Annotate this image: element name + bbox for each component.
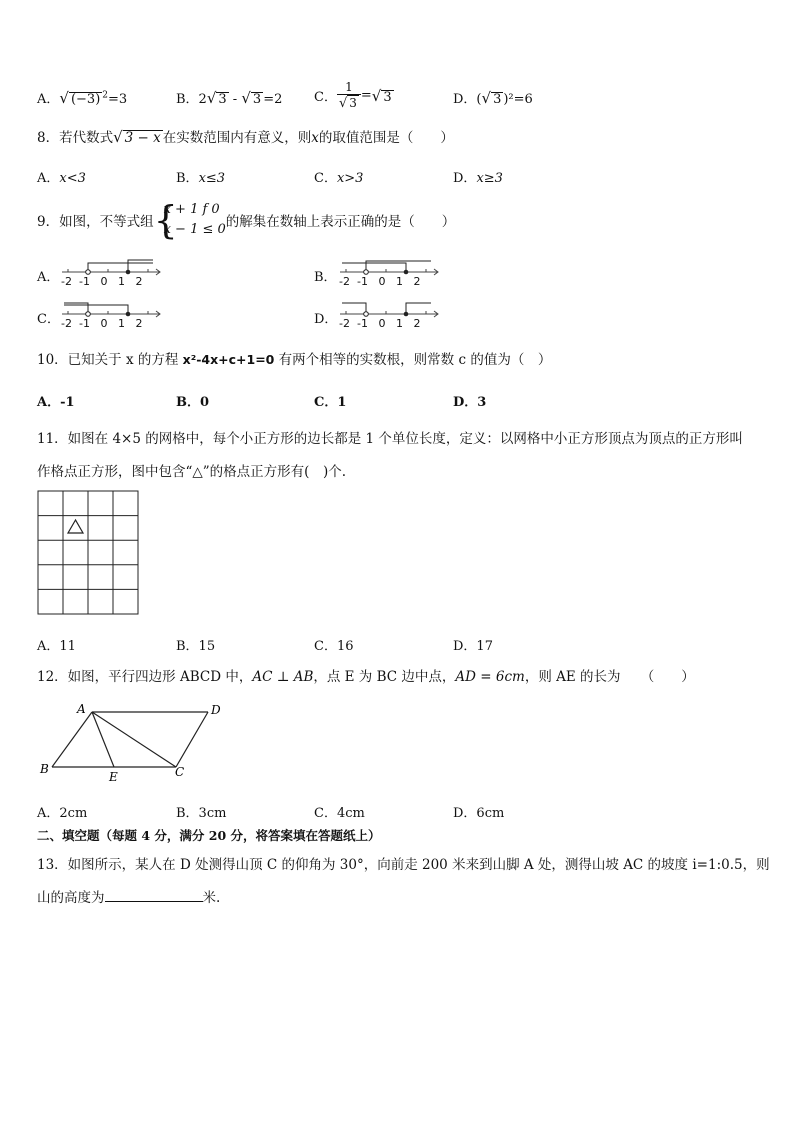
q12-stem: 12．如图，平行四边形 ABCD 中，AC ⊥ AB，点 E 为 BC 边中点，AD = 6cm，则 AE 的长为 （ ） (37, 669, 695, 685)
q11-option-a: A．11 (37, 639, 76, 654)
q9-b-ticks: -2 -1 0 1 2 (339, 275, 421, 288)
q11-option-d: D．17 (453, 639, 493, 654)
q10-stem: 10．已知关于 x 的方程 x²-4x+c+1=0 有两个相等的实数根，则常数 c 的值为（ ） (37, 352, 552, 368)
q9-c-ticks: -2 -1 0 1 2 (61, 317, 143, 330)
q9-option-d-label: D． (314, 312, 338, 327)
q10-option-b: B．0 (176, 395, 210, 410)
q9-a-ticks: -2 -1 0 1 2 (61, 275, 143, 288)
q11-option-b: B．15 (176, 639, 216, 654)
q11-stem-line1: 11．如图在 4×5 的网格中，每个小正方形的边长都是 1 个单位长度，定义：以网格中小正方形顶点为顶点的正方形叫 (37, 431, 743, 447)
q10-option-a: A．-1 (37, 395, 75, 410)
label-b: B (40, 762, 49, 776)
label-a: A (77, 702, 86, 716)
q9-option-a-label: A． (37, 270, 60, 285)
q13-answer-blank[interactable] (105, 889, 203, 902)
q13-stem-line1: 13．如图所示，某人在 D 处测得山顶 C 的仰角为 30°，向前走 200 米来到山脚 A 处，测得山坡 AC 的坡度 i=1:0.5，则 (37, 857, 770, 873)
q9-d-ticks: -2 -1 0 1 2 (339, 317, 421, 330)
q7-option-a: A．√ (−3) $^2$=3 (37, 89, 128, 107)
q12-option-d: D．6cm (453, 806, 505, 821)
q9-option-c-label: C． (37, 312, 60, 327)
q13-stem-line2: 山的高度为 米. (37, 890, 221, 906)
q12-option-b: B．3cm (176, 806, 227, 821)
q7-option-b: B．2√ 3 - √ 3 =2 (176, 89, 283, 107)
q10-option-c: C．1 (314, 395, 347, 410)
label-e: E (109, 770, 118, 784)
q12-option-a: A．2cm (37, 806, 88, 821)
q8-option-d: D．x≥3 (453, 171, 503, 186)
q9-inequality-system: { x + 1 f 0 x − 1 ≤ 0 (153, 198, 226, 242)
section-heading: 二、填空题（每题 4 分，满分 20 分，将答案填在答题纸上） (37, 828, 381, 843)
triangle-icon (68, 520, 83, 533)
q10-option-d: D．3 (453, 395, 487, 410)
q12-parallelogram-figure (36, 700, 226, 784)
q11-option-c: C．16 (314, 639, 354, 654)
q8-stem: 8．若代数式√ 3 − x 在实数范围内有意义，则x的取值范围是（ ） (37, 128, 454, 146)
q9-stem: 9．如图，不等式组 { x + 1 f 0 x − 1 ≤ 0 的解集在数轴上表示正确的是（ ） (37, 198, 456, 242)
q7-option-c: C． $\frac{1}{√ 3}$ =√ 3 (314, 80, 392, 111)
q8-option-a: A．x<3 (37, 171, 86, 186)
q9-option-b-label: B． (314, 270, 337, 285)
q8-option-c: C．x>3 (314, 171, 364, 186)
q12-option-c: C．4cm (314, 806, 365, 821)
label-d: D (211, 703, 221, 717)
q11-stem-line2: 作格点正方形，图中包含“△”的格点正方形有( )个. (37, 464, 347, 480)
q7-option-d: D．(√ 3 )²=6 (453, 89, 533, 107)
q7-a-radicand: (−3) (70, 92, 101, 107)
q8-option-b: B．x≤3 (176, 171, 226, 186)
label-c: C (175, 765, 185, 779)
q11-grid-figure (37, 490, 139, 616)
